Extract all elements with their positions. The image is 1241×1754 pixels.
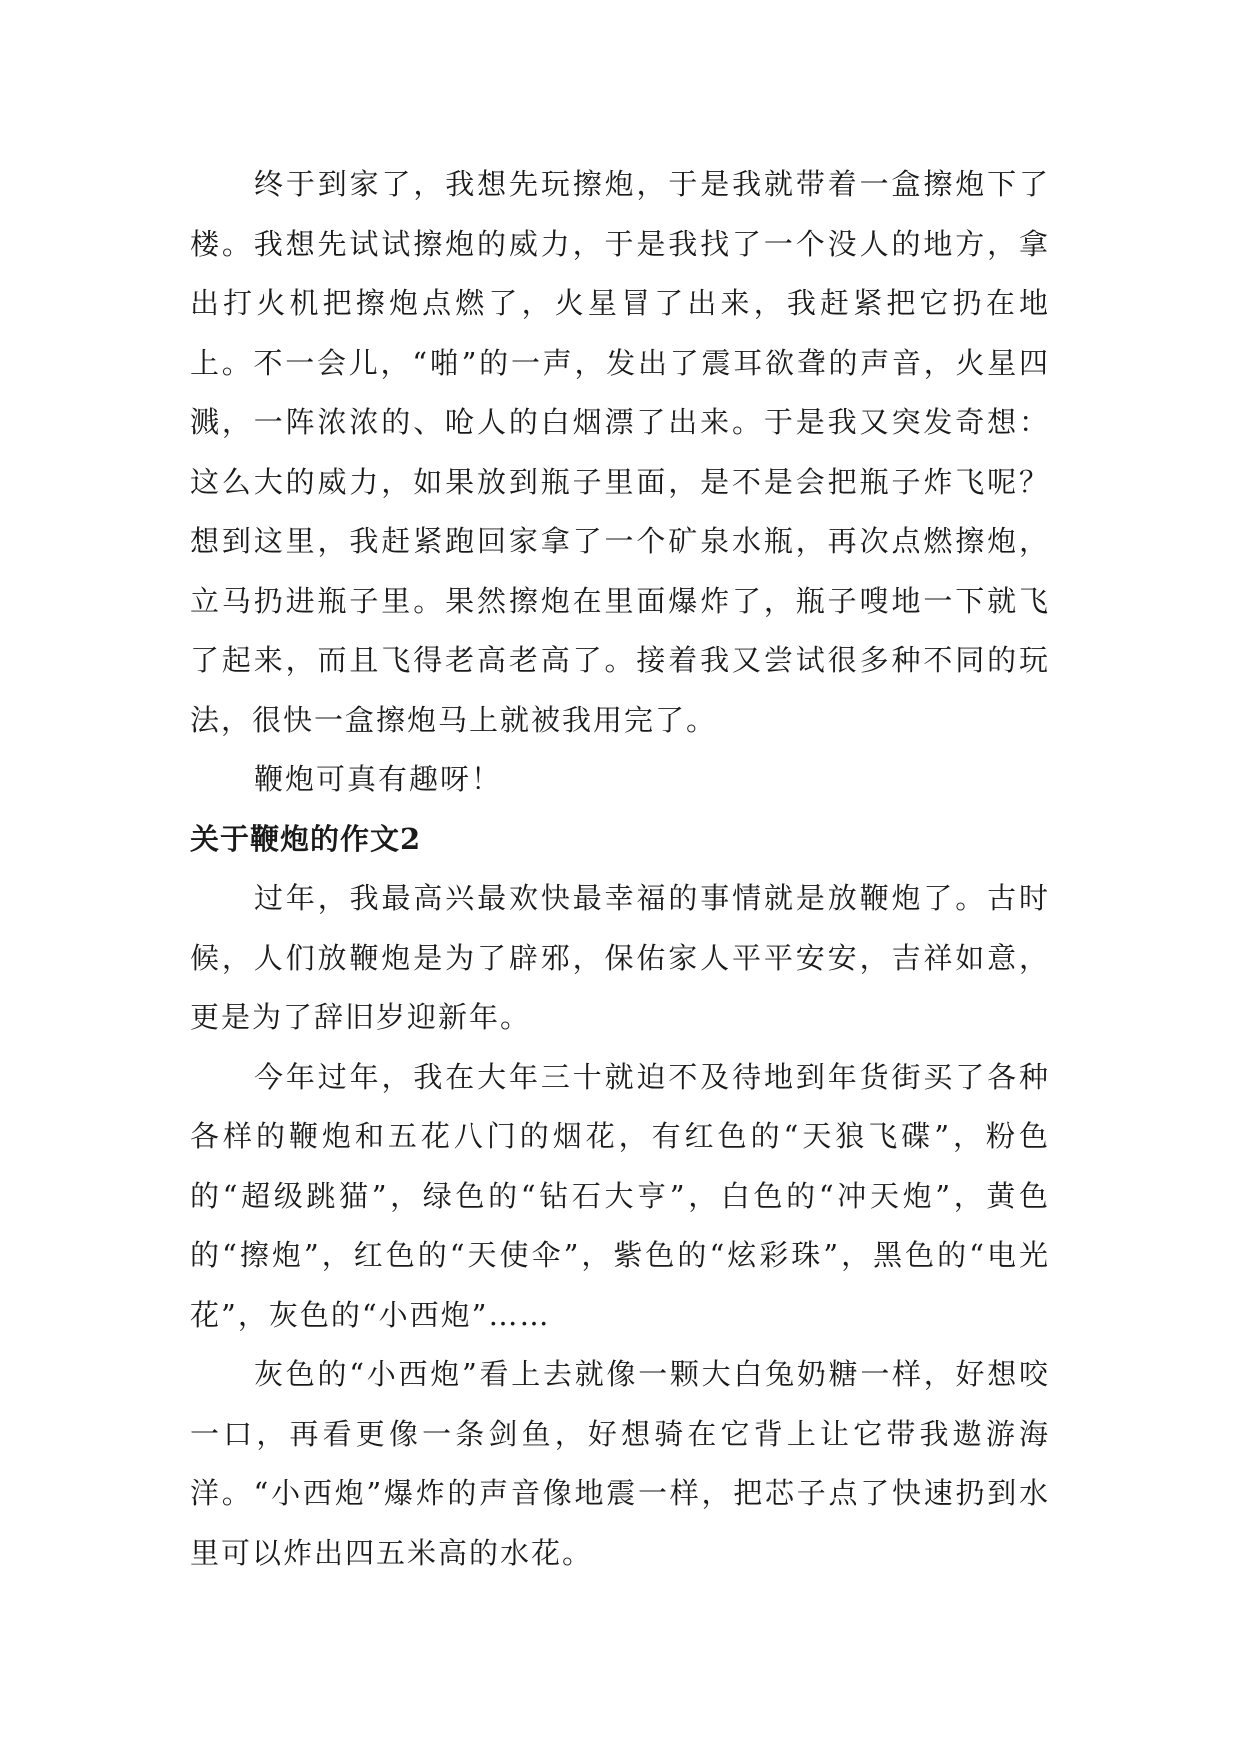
document-body [190,155,1050,1583]
paragraph-xiaoxipao: 灰色的“小西炮”看上去就像一颗大白兔奶糖一样，好想咬一口，再看更像一条剑鱼，好想骑在它背上让它带我遨游海洋。“小西炮”爆炸的声音像地震一样，把芯子点了快速扔到水里可以炸出四五米高的水花。 [190,1357,1050,1570]
paragraph-firework-list: 今年过年，我在大年三十就迫不及待地到年货街买了各种各样的鞭炮和五花八门的烟花，有红色的“天狼飞碟”，粉色的“超级跳猫”，绿色的“钻石大亨”，白色的“冲天炮”，黄色的“擦炮”，红色的“天使伞”，紫色的“炫彩珠”，黑色的“电光花”，灰色的“小西炮”…… [190,1059,1050,1332]
paragraph-conclusion: 鞭炮可真有趣呀！ [254,762,503,796]
section-title: 关于鞭炮的作文2 [190,821,422,856]
paragraph-firecracker-play: 终于到家了，我想先玩擦炮，于是我就带着一盒擦炮下了楼。我想先试试擦炮的威力，于是我找了一个没人的地方，拿出打火机把擦炮点燃了，火星冒了出来，我赶紧把它扔在地上。不一会儿，“啪”的一声，发出了震耳欲聋的声音，火星四溅，一阵浓浓的、呛人的白烟漂了出来。于是我又突发奇想：这么大的威力，如果放到瓶子里面，是不是会把瓶子炸飞呢？想到这里，我赶紧跑回家拿了一个矿泉水瓶，再次点燃擦炮，立马扔进瓶子里。果然擦炮在里面爆炸了，瓶子嗖地一下就飞了起来，而且飞得老高老高了。接着我又尝试很多种不同的玩法，很快一盒擦炮马上就被我用完了。 [190,167,1050,737]
paragraph-new-year: 过年，我最高兴最欢快最幸福的事情就是放鞭炮了。古时候，人们放鞭炮是为了辟邪，保佑家人平平安安，吉祥如意，更是为了辞旧岁迎新年。 [190,881,1050,1034]
